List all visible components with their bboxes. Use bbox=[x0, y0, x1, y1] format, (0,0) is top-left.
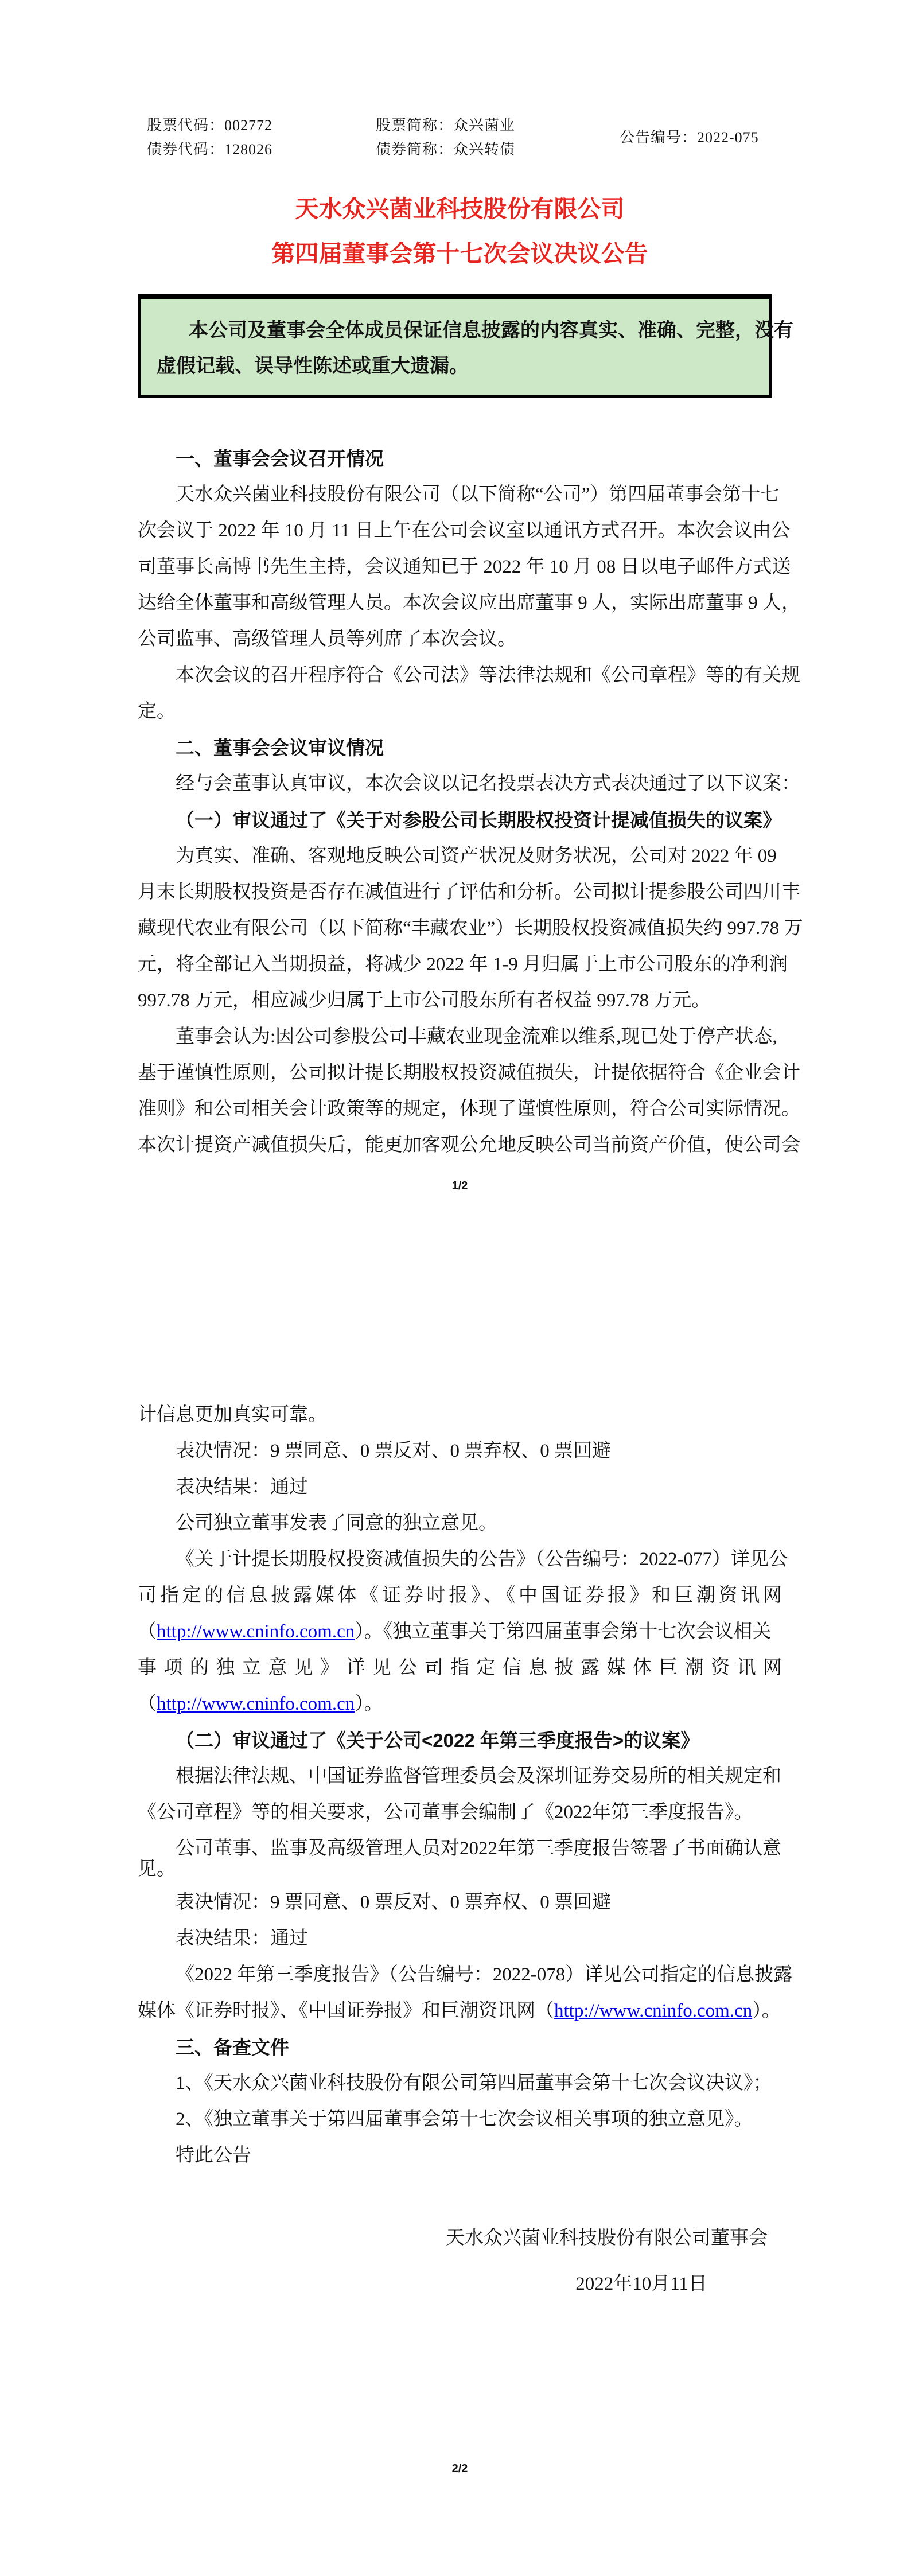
doc-line: 计信息更加真实可靠。 bbox=[138, 1404, 327, 1425]
doc-line: 《公司章程》等的相关要求，公司董事会编制了《2022年第三季度报告》。 bbox=[138, 1802, 753, 1823]
signature-date: 2022年10月11日 bbox=[575, 2274, 707, 2294]
doc-line: （http://www.cninfo.com.cn）。《独立董事关于第四届董事会第十七次会议相关 bbox=[138, 1621, 772, 1642]
section-heading: 三、备查文件 bbox=[176, 2037, 289, 2058]
doc-line: 997.78 万元，相应减少归属于上市公司股东所有者权益 997.78 万元。 bbox=[138, 990, 711, 1011]
bond-code: 债券代码：128026 bbox=[147, 141, 273, 158]
doc-line: 经与会董事认真审议，本次会议以记名投票表决方式表决通过了以下议案： bbox=[176, 773, 800, 794]
document-body bbox=[138, 0, 803, 2477]
section-heading: （一）审议通过了《关于对参股公司长期股权投资计提减值损失的议案》 bbox=[176, 810, 781, 831]
section-heading: （二）审议通过了《关于公司<2022 年第三季度报告>的议案》 bbox=[176, 1730, 700, 1751]
doc-line: 本次计提资产减值损失后，能更加客观公允地反映公司当前资产价值，使公司会 bbox=[138, 1135, 800, 1155]
doc-line: 司董事长高博书先生主持，会议通知已于 2022 年 10 月 08 日以电子邮件方式送 bbox=[138, 557, 791, 577]
announcement-number: 公告编号：2022-075 bbox=[620, 129, 759, 146]
doc-line: 次会议于 2022 年 10 月 11 日上午在公司会议室以通讯方式召开。本次会议由公 bbox=[138, 520, 791, 541]
doc-line: 达给全体董事和高级管理人员。本次会议应出席董事 9 人，实际出席董事 9 人， bbox=[138, 593, 800, 613]
disclaimer-box bbox=[138, 294, 793, 398]
doc-line: 媒体《证券时报》、《中国证券报》和巨潮资讯网（http://www.cninfo.com.cn）。 bbox=[138, 2001, 781, 2021]
bond-name: 债券简称：众兴转债 bbox=[376, 141, 516, 158]
doc-line: 事项的独立意见》详见公司指定信息披露媒体巨潮资讯网 bbox=[138, 1657, 782, 1678]
doc-line: 天水众兴菌业科技股份有限公司（以下简称“公司”）第四届董事会第十七 bbox=[176, 484, 780, 505]
doc-line: 基于谨慎性原则，公司拟计提长期股权投资减值损失，计提依据符合《企业会计 bbox=[138, 1063, 800, 1083]
doc-line: 公司董事、监事及高级管理人员对2022年第三季度报告签署了书面确认意 bbox=[176, 1838, 781, 1859]
page2-content bbox=[138, 1397, 793, 2174]
doc-line: 根据法律法规、中国证券监督管理委员会及深圳证券交易所的相关规定和 bbox=[176, 1766, 781, 1787]
doc-line: 表决结果：通过 bbox=[176, 1477, 308, 1497]
doc-line: 月末长期股权投资是否存在减值进行了评估和分析。公司拟计提参股公司四川丰 bbox=[138, 882, 800, 902]
doc-line: 为真实、准确、客观地反映公司资产状况及财务状况，公司对 2022 年 09 bbox=[176, 846, 777, 866]
cninfo-link[interactable]: http://www.cninfo.com.cn bbox=[157, 1621, 355, 1642]
doc-line: 表决情况：9 票同意、0 票反对、0 票弃权、0 票回避 bbox=[176, 1441, 611, 1461]
doc-line: 本次会议的召开程序符合《公司法》等法律法规和《公司章程》等的有关规 bbox=[176, 665, 800, 686]
cninfo-link[interactable]: http://www.cninfo.com.cn bbox=[554, 2001, 753, 2021]
section-heading: 一、董事会会议召开情况 bbox=[176, 448, 384, 469]
doc-line: 表决结果：通过 bbox=[176, 1928, 308, 1949]
doc-line: 2、《独立董事关于第四届董事会第十七次会议相关事项的独立意见》。 bbox=[176, 2109, 753, 2130]
doc-line: 公司监事、高级管理人员等列席了本次会议。 bbox=[138, 629, 516, 649]
doc-line: 特此公告 bbox=[176, 2145, 251, 2166]
doc-line: 公司独立董事发表了同意的独立意见。 bbox=[176, 1513, 497, 1534]
doc-line: 董事会认为:因公司参股公司丰藏农业现金流难以维系,现已处于停产状态, bbox=[176, 1026, 777, 1047]
page-number-1: 1/2 bbox=[451, 1180, 468, 1192]
doc-line: 定。 bbox=[138, 701, 176, 722]
doc-line: 《2022 年第三季度报告》（公告编号：2022-078）详见公司指定的信息披露 bbox=[176, 1964, 793, 1985]
doc-line: 司指定的信息披露媒体《证券时报》、《中国证券报》和巨潮资讯网 bbox=[138, 1585, 782, 1606]
announcement-title: 第四届董事会第十七次会议决议公告 bbox=[271, 240, 648, 267]
stock-name: 股票简称：众兴菌业 bbox=[376, 117, 516, 134]
section-heading: 二、董事会会议审议情况 bbox=[176, 737, 384, 758]
doc-line: 表决情况：9 票同意、0 票反对、0 票弃权、0 票回避 bbox=[176, 1892, 611, 1913]
page-number-2: 2/2 bbox=[451, 2462, 468, 2475]
doc-line: 准则》和公司相关会计政策等的规定，体现了谨慎性原则，符合公司实际情况。 bbox=[138, 1099, 800, 1119]
company-title: 天水众兴菌业科技股份有限公司 bbox=[295, 196, 625, 222]
cninfo-link[interactable]: http://www.cninfo.com.cn bbox=[157, 1694, 355, 1714]
doc-line: （http://www.cninfo.com.cn）。 bbox=[138, 1694, 383, 1714]
disclaimer-line: 本公司及董事会全体成员保证信息披露的内容真实、准确、完整，没有 bbox=[189, 320, 793, 341]
stock-code: 股票代码：002772 bbox=[147, 117, 273, 134]
doc-line: 藏现代农业有限公司（以下简称“丰藏农业”）长期股权投资减值损失约 997.78 万 bbox=[138, 918, 803, 939]
signature-company: 天水众兴菌业科技股份有限公司董事会 bbox=[446, 2228, 768, 2248]
doc-line: 见。 bbox=[138, 1859, 176, 1880]
doc-line: 元，将全部记入当期损益，将减少 2022 年 1-9 月归属于上市公司股东的净利润 bbox=[138, 954, 788, 975]
page1-content bbox=[138, 441, 803, 1164]
disclaimer-line: 虚假记载、误导性陈述或重大遗漏。 bbox=[157, 355, 469, 377]
doc-line: 1、《天水众兴菌业科技股份有限公司第四届董事会第十七次会议决议》； bbox=[176, 2073, 772, 2094]
doc-line: 《关于计提长期股权投资减值损失的公告》（公告编号：2022-077）详见公 bbox=[176, 1549, 788, 1570]
